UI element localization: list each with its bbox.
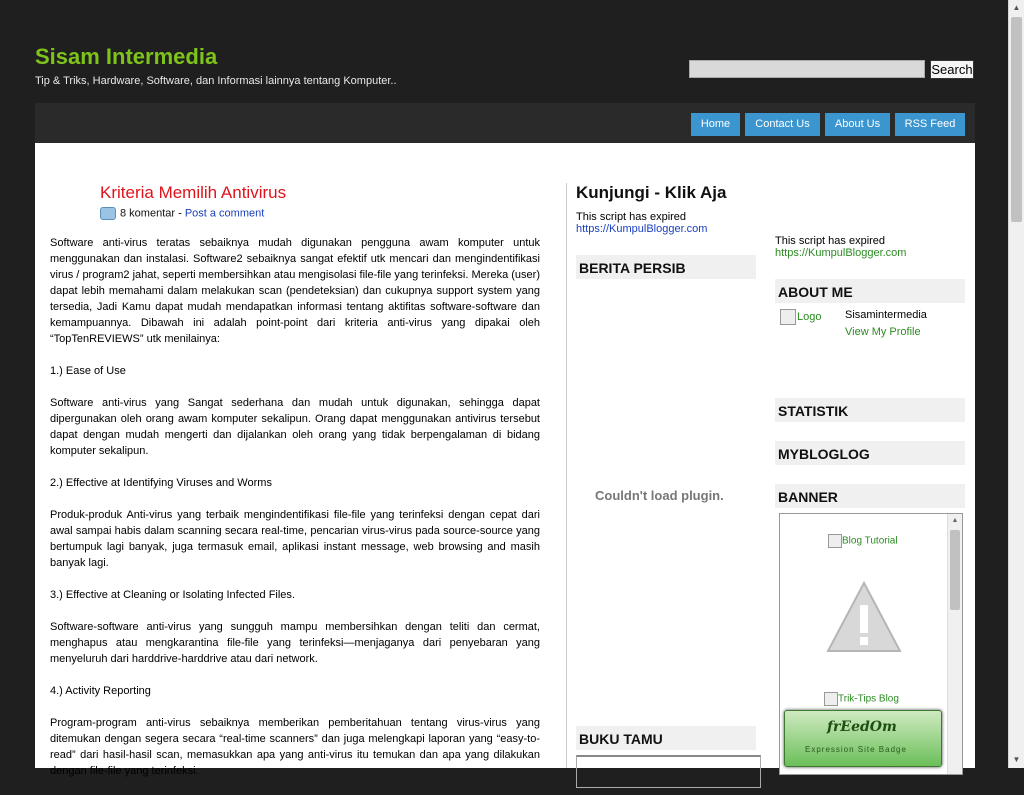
post-title[interactable]: Kriteria Memilih Antivirus	[100, 183, 287, 202]
guestbook-frame[interactable]	[576, 755, 761, 788]
post-paragraph: 1.) Ease of Use	[50, 365, 126, 377]
plugin-error-message: Couldn't load plugin.	[595, 488, 724, 503]
scroll-up-icon[interactable]: ▲	[951, 517, 959, 524]
search-button[interactable]: Search	[931, 62, 973, 77]
page-scrollbar[interactable]	[1008, 0, 1024, 768]
mybloglog-heading: MYBLOGLOG	[775, 441, 965, 465]
badge-subtitle: Expression Site Badge	[805, 745, 907, 754]
profile-name: Sisamintermedia	[845, 309, 927, 321]
post-paragraph: Program-program anti-virus sebaiknya memberikan pemberitahuan tentang virus-virus yang ditemukan dengan segera secara “real-time scanners” dan juga melengkapi laporan yang “easy-to-read” dari hasil-hasil scan, memasukkan apa yang anti-virus itu temukan dan apa yang dilakukan dengan file-file yang terinfeksi.	[50, 717, 540, 777]
banner1-alt: Blog Tutorial	[842, 535, 898, 547]
broken-image-icon	[780, 309, 796, 325]
search-input[interactable]	[689, 60, 925, 78]
broken-image-icon	[828, 534, 842, 548]
post-paragraph: Produk-produk Anti-virus yang terbaik mengindentifikasi file-file yang terinfeksi dengan cepat dari awal sampai habis dalam scanning secara real-time, pencarian virus-virus pada source-source yang bertumpuk lagi banyak, juga termasuk email, aplikasi instant message, web browsing and masih banyak lagi.	[50, 509, 540, 569]
statistik-heading: STATISTIK	[775, 398, 965, 422]
nav-home[interactable]: Home	[691, 113, 740, 136]
comment-icon	[100, 207, 116, 220]
berita-persib-heading: BERITA PERSIB	[576, 255, 756, 279]
post-paragraph: 2.) Effective at Identifying Viruses and Worms	[50, 477, 272, 489]
post-paragraph: 3.) Effective at Cleaning or Isolating Infected Files.	[50, 589, 295, 601]
post-paragraph: Software anti-virus yang Sangat sederhana dan mudah untuk digunakan, sehingga dapat dipergunakan oleh orang awam komputer sekalipun. Orang dapat menggunakan antivirus tersebut dapat dengan mudah mengerti dan dijalankan oleh orang yang tidak berpengalaman di bidang komputer sekalipun.	[50, 397, 540, 457]
banner-blog-tutorial[interactable]	[828, 534, 898, 548]
freedom-badge[interactable]	[784, 710, 942, 767]
site-title[interactable]: Sisam Intermedia	[35, 44, 218, 69]
nav-about-us[interactable]: About Us	[825, 113, 890, 136]
banner-heading: BANNER	[775, 484, 965, 508]
nav-contact-us[interactable]: Contact Us	[745, 113, 820, 136]
page-scroll-thumb[interactable]	[1011, 17, 1022, 222]
meta-separator: -	[175, 207, 185, 220]
banner2-alt: Trik-Tips Blog	[838, 693, 899, 705]
post-paragraph: Software anti-virus teratas sebaiknya mudah digunakan pengguna awam komputer untuk menggunakan dan instalasi. Software2 sebaiknya sangat efektif utk mencari dan mengindentifikasi virus / program2 jahat, seperti membersihkan atau mengisolasi file-file yang terinfeksi. Mereka (user) dapat lebih memahami dalam melakukan scan (pendeteksian) dan cukupnya support system yang tersedia, Jadi Kamu dapat mudah mendapatkan informasi tentang aktifitas software-software dan kemampuannya. Dibawah ini adalah point-point dari kriteria anti-virus yang dipakai oleh “TopTenREVIEWS” utk menilainya:	[50, 237, 540, 345]
scroll-up-icon[interactable]: ▲	[1012, 3, 1021, 12]
warning-icon	[824, 579, 904, 659]
badge-title: frEedOm	[827, 719, 897, 735]
column-divider	[566, 183, 567, 768]
navbar	[35, 103, 975, 143]
scroll-down-icon[interactable]: ▼	[1012, 755, 1021, 764]
kumpulblogger-link-2[interactable]: https://KumpulBlogger.com	[775, 247, 907, 259]
view-profile-link[interactable]: View My Profile	[845, 326, 921, 338]
post-paragraph: 4.) Activity Reporting	[50, 685, 151, 697]
script-expired-text-2: This script has expired	[775, 235, 886, 247]
site-tagline: Tip & Triks, Hardware, Software, dan Informasi lainnya tentang Komputer..	[35, 75, 397, 87]
banner-scroll-thumb[interactable]	[950, 530, 960, 610]
banner-trik-tips[interactable]	[824, 692, 899, 706]
nav-rss-feed[interactable]: RSS Feed	[895, 113, 965, 136]
profile-logo[interactable]	[780, 309, 821, 325]
post-paragraph: Software-software anti-virus yang sungguh mampu membersihkan dengan teliti dan cermat, menghapus atau mengkarantina file-file yang terinfeksi—menjaganya dari penyebaran yang menyeluruh dari harddrive-harddrive atau dari network.	[50, 621, 540, 665]
post-comment-link[interactable]: Post a comment	[184, 207, 265, 220]
about-me-heading: ABOUT ME	[775, 279, 965, 303]
comment-count: 8 komentar	[120, 207, 176, 220]
content-area	[35, 143, 975, 777]
buku-tamu-heading: BUKU TAMU	[576, 726, 756, 750]
broken-image-icon	[824, 692, 838, 706]
post-body	[50, 235, 540, 795]
banner-scrollbar[interactable]	[947, 514, 962, 774]
post-meta	[100, 207, 264, 220]
logo-alt-text: Logo	[797, 310, 822, 323]
kumpulblogger-link[interactable]: https://KumpulBlogger.com	[576, 223, 708, 235]
script-expired-text: This script has expired	[576, 211, 687, 223]
kunjungi-title: Kunjungi - Klik Aja	[576, 183, 727, 202]
